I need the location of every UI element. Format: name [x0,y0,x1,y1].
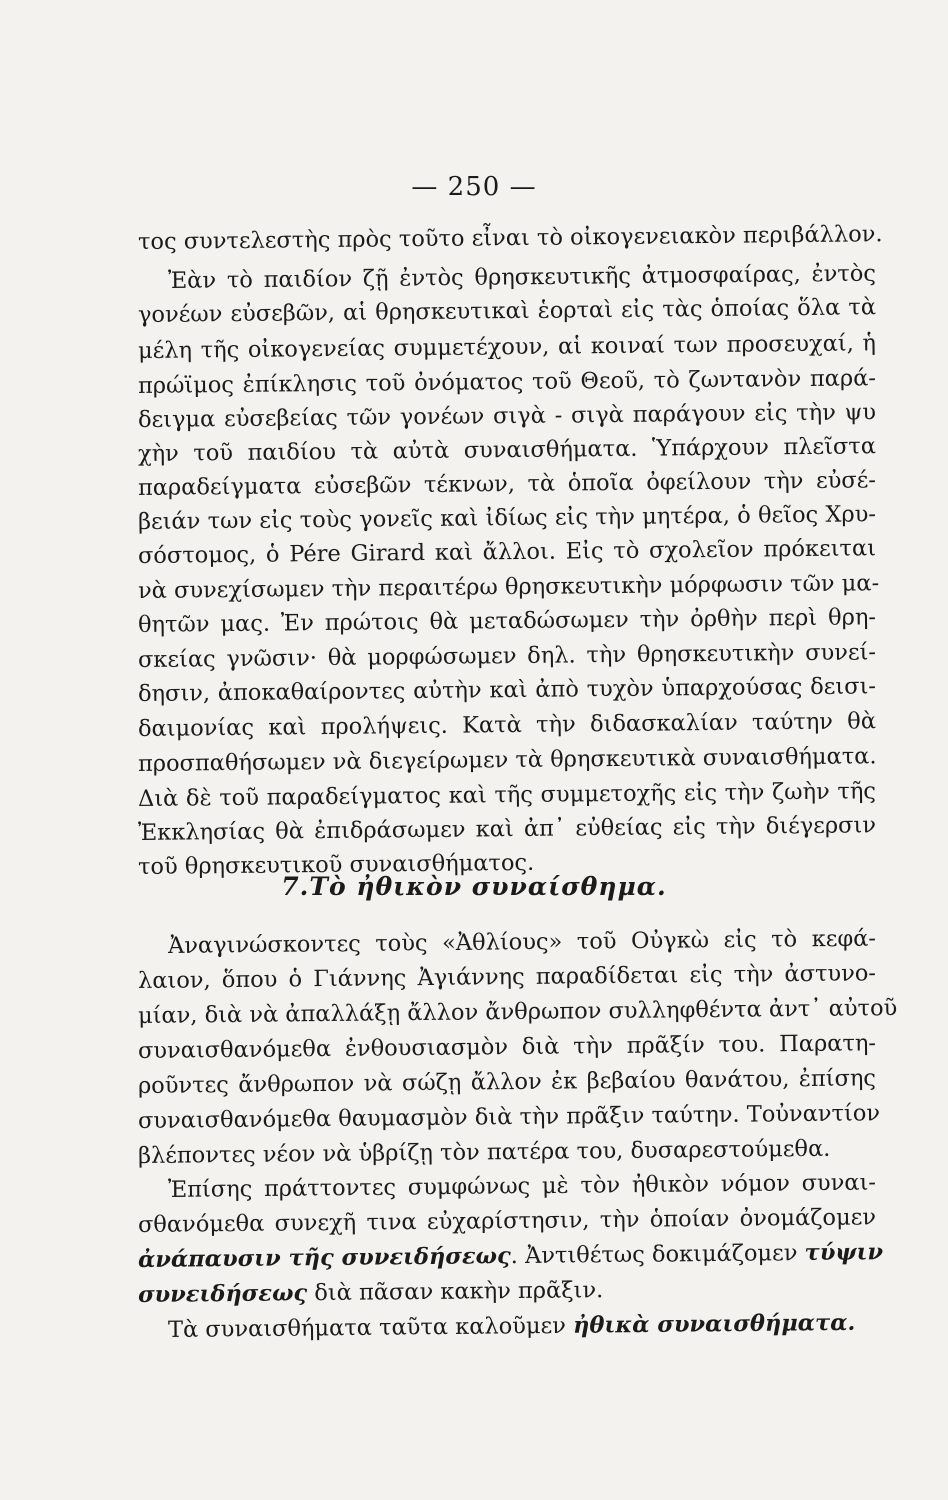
text-line: δησιν, ἀποκαθαίροντες αὐτὴν καὶ ἀπὸ τυχὸν ὑπαρχούσας δεισι- [137,673,877,707]
text-line: μίαν, διὰ νὰ ἀπαλλάξῃ ἄλλον ἄνθρωπον συλληφθέντα ἀντ᾿ αὐτοῦ [137,995,898,1029]
text-line: Ἐὰν τὸ παιδίον ζῇ ἐντὸς θρησκευτικῆς ἀτμοσφαίρας, ἐντὸς [167,260,877,294]
text-line: Ἐκκλησίας θὰ ἐπιδράσωμεν καὶ ἀπ᾿ εὐθείας εἰς τὴν διέγερσιν [137,812,877,846]
text-line: νὰ συνεχίσωμεν τὴν περαιτέρω θρησκευτικὴν μόρφωσιν τῶν μα- [137,570,880,604]
text-line [138,1272,876,1310]
text-line: πρώϊμος ἐπίκλησις τοῦ ὀνόματος τοῦ Θεοῦ, τὸ ζωντανὸν παρά- [137,365,877,399]
text-line: παραδείγματα εὐσεβῶν τέκνων, τὰ ὁποῖα ὀφείλουν τὴν εὐσέ- [137,467,877,501]
emphasized-term: συνειδήσεως [137,1280,308,1308]
text-span: διὰ πᾶσαν κακὴν πρᾶξιν. [306,1277,604,1307]
emphasized-term: ἠθικὰ συναισθήματα. [572,1309,856,1339]
text-line: λαιον, ὅπου ὁ Γιάννης Ἀγιάννης παραδίδεται εἰς τὴν ἀστυνο- [137,960,877,994]
text-line: δειγμα εὐσεβείας τῶν γονέων σιγὰ - σιγὰ παράγουν εἰς τὴν ψυ [137,399,877,433]
text-line: Ἀναγινώσκοντες τοὺς «Ἀθλίους» τοῦ Οὐγκὼ εἰς τὸ κεφά- [167,925,877,959]
text-line: τοῦ θρησκευτικοῦ συναισθήματος. [137,849,535,880]
page-number: — 250 — [411,172,537,202]
text-line [168,1308,876,1345]
text-line [137,1237,884,1275]
text-line: ροῦντες ἄνθρωπον νὰ σώζῃ ἄλλον ἐκ βεβαίου θανάτου, ἐπίσης [137,1065,877,1099]
text-line: συναισθανόμεθα θαυμασμὸν διὰ τὴν πρᾶξιν ταύτην. Τοὐναντίον [137,1100,881,1134]
emphasized-term: τύψιν [804,1239,884,1267]
text-span: Τὰ συναισθήματα ταῦτα καλοῦμεν [167,1312,574,1343]
section-heading: 7.Τὸ ἠθικὸν συναίσθημα. [281,872,667,901]
text-line: συναισθανόμεθα ἐνθουσιασμὸν διὰ τὴν πρᾶξίν του. Παρατη- [137,1030,877,1064]
text-line: μέλη τῆς οἰκογενείας συμμετέχουν, αἱ κοιναί των προσευχαί, ἡ [137,330,877,364]
text-line: τος συντελεστὴς πρὸς τοῦτο εἶναι τὸ οἰκογενειακὸν περιβάλλον. [137,221,883,255]
text-line: σκείας γνῶσιν· θὰ μορφώσωμεν δηλ. τὴν θρησκευτικὴν συνεί- [137,639,877,673]
text-line: προσπαθήσωμεν νὰ διεγείρωμεν τὰ θρησκευτικὰ συναισθήματα. [137,743,877,777]
text-line: δαιμονίας καὶ προλήψεις. Κατὰ τὴν διδασκαλίαν ταύτην θὰ [137,708,877,742]
text-line: χὴν τοῦ παιδίου τὰ αὐτὰ συναισθήματα. Ὑπάρχουν πλεῖστα [137,433,877,467]
text-line: Ἐπίσης πράττοντες συμφώνως μὲ τὸν ἠθικὸν νόμον συναι- [167,1169,877,1203]
text-line: βειάν των εἰς τοὺς γονεῖς καὶ ἰδίως εἰς τὴν μητέρα, ὁ θεῖος Χρυ- [137,501,877,535]
text-line: βλέποντες νέον νὰ ὑβρίζῃ τὸν πατέρα του, δυσαρεστούμεθα. [137,1135,831,1169]
text-line: σθανόμεθα συνεχῆ τινα εὐχαρίστησιν, τὴν ὁποίαν ὀνομάζομεν [137,1204,877,1238]
text-line: σόστομος, ὁ Pére Girard καὶ ἄλλοι. Εἰς τὸ σχολεῖον πρόκειται [137,535,877,569]
text-line: θητῶν μας. Ἐν πρώτοις θὰ μεταδώσωμεν τὴν ὀρθὴν περὶ θρη- [137,604,877,638]
emphasized-term: ἀνάπαυσιν τῆς συνειδήσεως [137,1243,511,1273]
text-span: . Ἀντιθέτως δοκιμάζομεν [510,1240,805,1270]
text-line: Διὰ δὲ τοῦ παραδείγματος καὶ τῆς συμμετοχῆς εἰς τὴν ζωὴν τῆς [137,778,877,812]
text-line: γονέων εὐσεβῶν, αἱ θρησκευτικαὶ ἑορταὶ εἰς τὰς ὁποίας ὅλα τὰ [137,294,877,328]
